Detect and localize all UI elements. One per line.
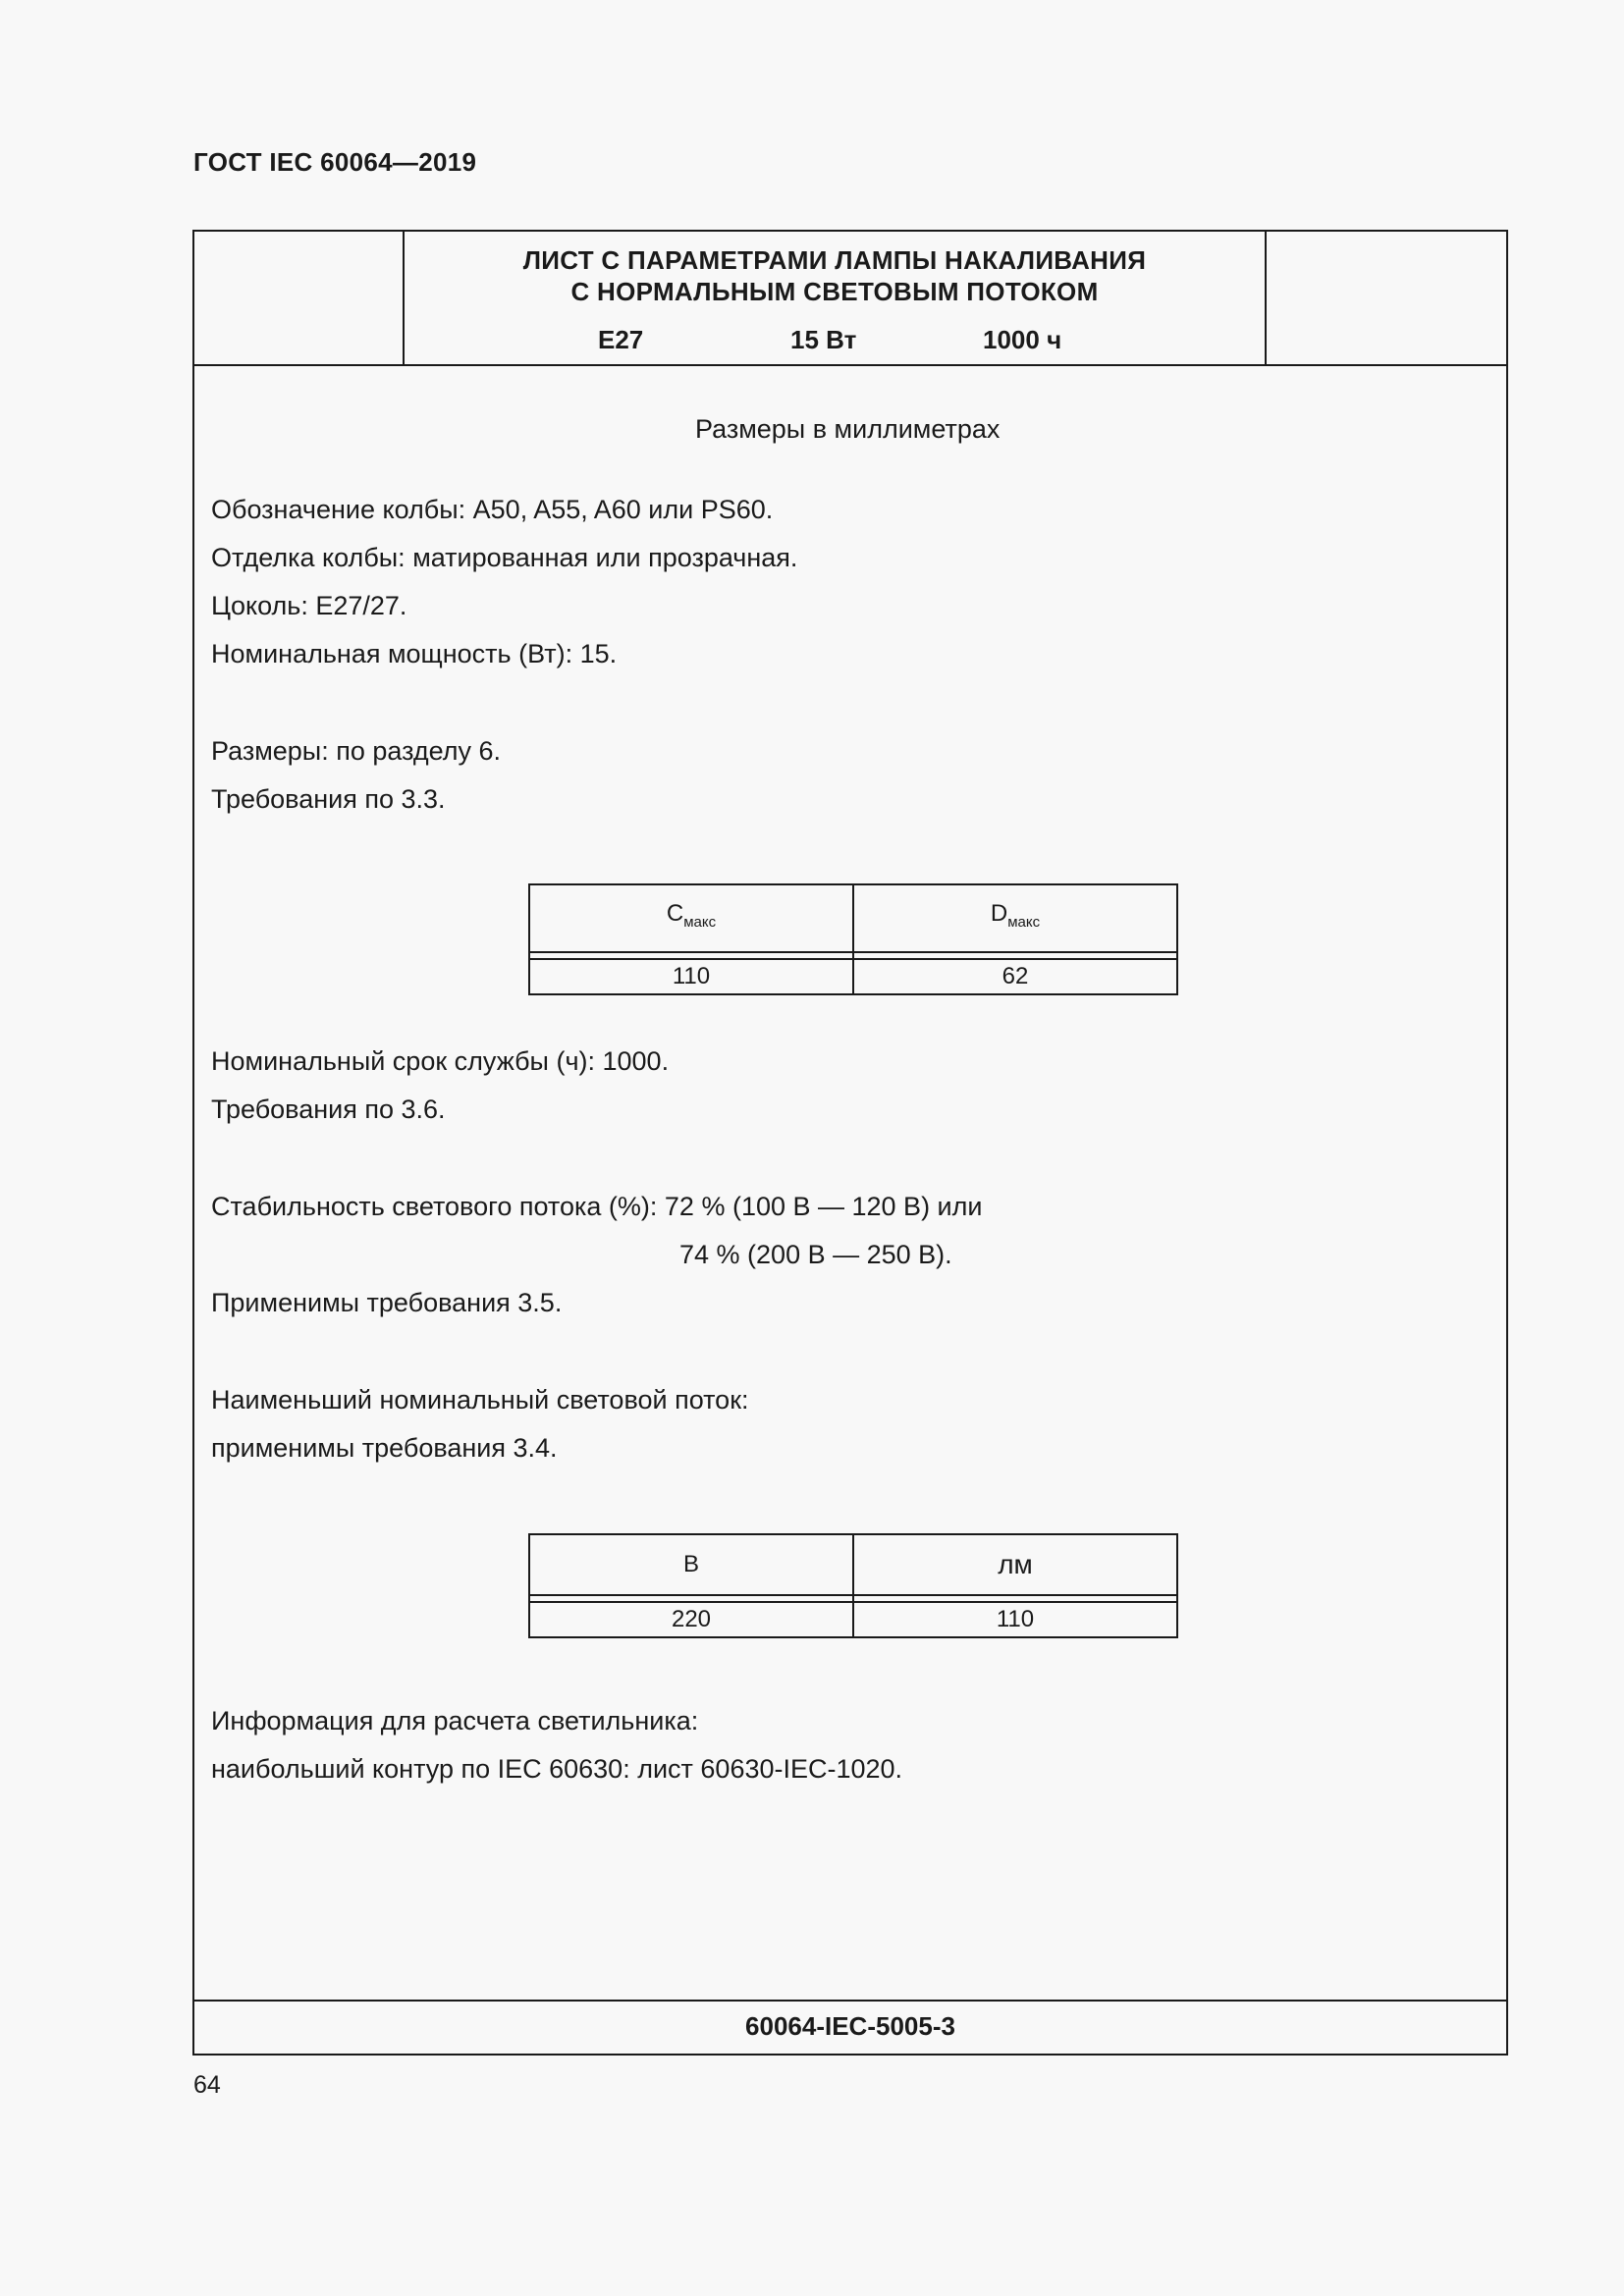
voltage-header [529, 1534, 853, 1595]
lumen-maintenance-line-2: 74 % (200 В — 250 В). [679, 1240, 952, 1269]
header-power: 15 Вт [790, 325, 857, 354]
lumen-header [853, 1534, 1177, 1595]
requirements-3-6: Требования по 3.6. [211, 1095, 446, 1124]
rated-life: Номинальный срок службы (ч): 1000. [211, 1046, 670, 1076]
sheet-title-line-1: ЛИСТ С ПАРАМЕТРАМИ ЛАМПЫ НАКАЛИВАНИЯ [522, 245, 1147, 275]
lumen-maintenance-line-1: Стабильность светового потока (%): 72 % (100 В — 120 В) или [211, 1192, 983, 1221]
table-separator [529, 1595, 853, 1602]
requirements-3-3: Требования по 3.3. [211, 784, 446, 814]
d-max-letter: D [990, 900, 1008, 927]
max-outline: наибольший контур по IEC 60630: лист 60630-IEC-1020. [211, 1754, 903, 1784]
requirements-3-5: Применимы требования 3.5. [211, 1288, 563, 1317]
header-center-cell [405, 232, 1265, 364]
cap-line: Цоколь: E27/27. [211, 591, 407, 620]
header-cap: E27 [598, 325, 644, 354]
table-separator [853, 1595, 1177, 1602]
header-right-cell [1265, 232, 1506, 364]
sheet-title-line-2: С НОРМАЛЬНЫМ СВЕТОВЫМ ПОТОКОМ [570, 277, 1099, 306]
parameter-sheet-frame [192, 230, 1508, 2056]
document-standard-title: ГОСТ IEC 60064—2019 [193, 147, 477, 177]
dimension-col1-header [529, 884, 853, 952]
c-max-subscript: макс [683, 914, 717, 931]
dimension-table [528, 883, 1178, 995]
header-life: 1000 ч [983, 325, 1062, 354]
dimension-col2-header [853, 884, 1177, 952]
min-flux: Наименьший номинальный световой поток: [211, 1385, 749, 1415]
header-left-cell [194, 232, 405, 364]
d-max-subscript: макс [1007, 914, 1041, 931]
page-number: 64 [193, 2071, 221, 2099]
sheet-header [194, 232, 1506, 366]
voltage-value: 220 [529, 1602, 853, 1637]
bulb-finish: Отделка колбы: матированная или прозрачная. [211, 543, 798, 572]
bulb-designation: Обозначение колбы: A50, A55, A60 или PS60. [211, 495, 774, 524]
voltage-header-label: В [682, 1551, 699, 1577]
c-max-letter: C [666, 900, 684, 927]
flux-table [528, 1533, 1178, 1638]
luminaire-info: Информация для расчета светильника: [211, 1706, 699, 1735]
dimensions-line: Размеры: по разделу 6. [211, 736, 502, 766]
lumen-header-label: лм [998, 1549, 1033, 1579]
units-note: Размеры в миллиметрах [695, 414, 1001, 444]
table-separator [529, 952, 853, 959]
lumen-value: 110 [853, 1602, 1177, 1637]
rated-power: Номинальная мощность (Вт): 15. [211, 639, 618, 668]
d-max-value: 62 [853, 959, 1177, 994]
table-separator [853, 952, 1177, 959]
requirements-3-4: применимы требования 3.4. [211, 1433, 558, 1463]
sheet-code-footer: 60064-IEC-5005-3 [194, 2000, 1506, 2054]
c-max-value: 110 [529, 959, 853, 994]
